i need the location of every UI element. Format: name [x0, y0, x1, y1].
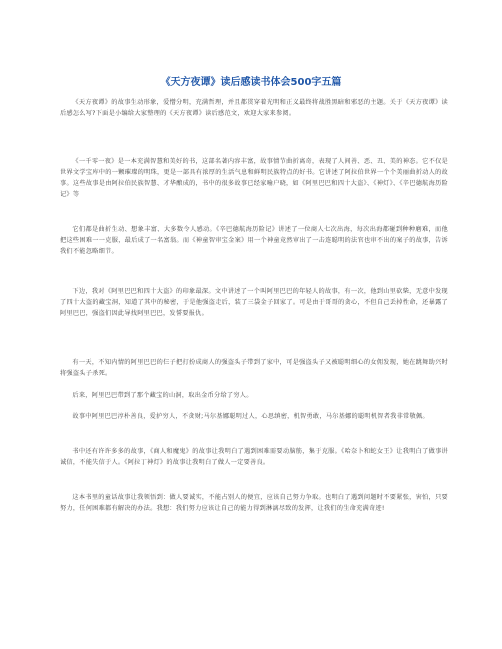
paragraph-6-block: [60, 411, 448, 422]
intro-paragraph: 《天方夜谭》的故事生动形象，爱憎分明，充满哲理，并且都贯穿着光明和正义最终将战胜黑暗和邪恶的主题。关于《天方夜谭》读后感怎么写?下面是小编给大家整理的《天方夜谭》读后感范文，欢迎大家来参阅。: [60, 99, 448, 117]
paragraph-8-block: [60, 492, 448, 514]
paragraph-1-block: [60, 156, 448, 200]
paragraph-3-block: [60, 286, 448, 319]
body-paragraph-1: 《一千零一夜》是一本充满智慧和美好的书，这部名著内容丰富，故事情节曲折离奇，表现了人间善、恶、丑、美的神态。它不仅是世界文学宝库中的一颗璀璨的明珠，更是一部具有浓厚的生活气息和鲜明民族特点的好书。它讲述了阿拉伯世界一个个美丽曲折动人的故事。这些故事是由阿拉伯民族智慧、才华酿成的，书中的很多故事已经家喻户晓，如《阿里巴巴和四十大盗》、《神灯》、《辛巴德航海历险记》等: [60, 158, 448, 198]
paragraph-5-block: [60, 390, 448, 401]
body-paragraph-6: 故事中阿里巴巴淳朴善良，爱护穷人，不贪财;马尔基娜聪明过人，心思缜密，机智勇敢，马尔基娜的聪明机智者我非常敬佩。: [72, 413, 429, 420]
body-paragraph-8: 这本书里的童话故事让我领悟到：做人要诚实，不能占别人的便宜，应该自己努力争取。也明白了遇到问题时不要紧张，害怕，只要努力，任何困难都有解决的办法。我想：我们努力应该让自己的能力得到淋漓尽致的发挥，让我们的生命充满奇迹!: [60, 494, 448, 512]
body-paragraph-2: 它们都是曲折生动、想象丰富、大多数令人感动。《辛巴德航海历险记》讲述了一位商人七次出海，每次出海都碰到种种磨难，而他把这些困难一一克服，最后成了一名富翁。而《神童智审宝金案》用一个神童竟然审出了一击连聪明的法官也审不出的案子的故事，告诉我们不能忽略细节。: [60, 226, 448, 255]
body-paragraph-4: 有一天，不知内情的阿里巴巴的仨子把打扮成商人的强盗头子带到了家中，可是强盗头子又被聪明细心的女佣发现，她在跳舞助兴时将强盗头子杀死。: [60, 359, 448, 377]
paragraph-7-block: [60, 446, 448, 468]
body-paragraph-3: 下边，我对《阿里巴巴和四十大盗》的印象最深。文中讲述了一个叫阿里巴巴的年轻人的故事，有一次，他到山里砍柴，无意中发现了四十大盗的藏宝洞，知道了其中的秘密，于是他强盗走后，装了三袋金子回家了。可是由于哥哥的贪心，不但自己丢掉性命，还暴露了阿里巴巴，强盗们因此导找阿里巴巴，发誓要报仇。: [60, 288, 448, 317]
paragraph-4-block: [60, 357, 448, 379]
document-title: 《天方夜谭》读后感读书体会500字五篇: [160, 77, 342, 88]
paragraph-2-block: [60, 224, 448, 257]
body-paragraph-7: 书中还有许许多多的故事，《商人和魔鬼》的故事让我明白了遇到困难需要动脑筋，集于克服。《哈奈卜和蛇女王》让我明白了做事讲诚信，不能失信于人。《阿拉丁神灯》的故事让我明白了做人一定要善良。: [60, 448, 448, 466]
intro-block: [60, 97, 448, 119]
body-paragraph-5: 后来，阿里巴巴带到了那个藏宝的山洞，取出金币分给了穷人。: [72, 392, 253, 399]
